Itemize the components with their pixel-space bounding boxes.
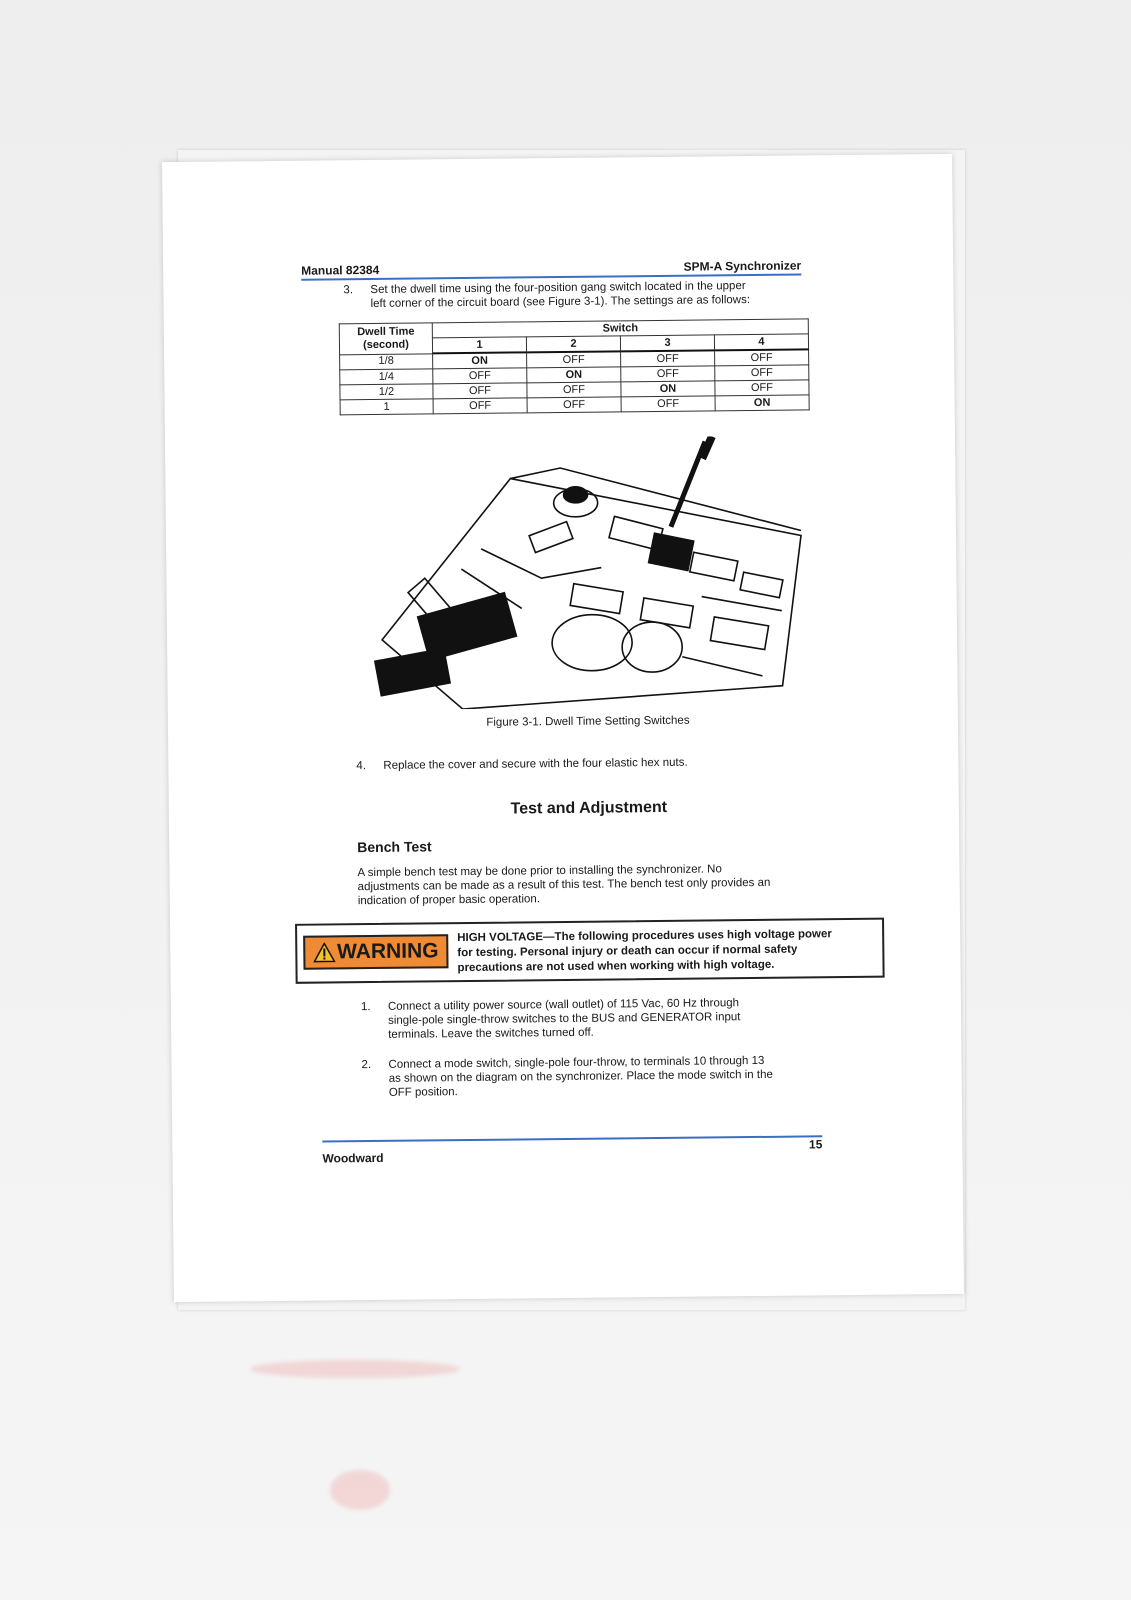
step-4 [356,754,816,773]
dwell-cell: 1/2 [340,384,433,400]
step-line: as shown on the diagram on the synchronizer. Place the mode switch in the [388,1068,773,1085]
switch-number: 2 [526,336,620,352]
switch-cell: OFF [433,398,527,414]
warning-line: HIGH VOLTAGE—The following procedures uses high voltage power [457,928,832,945]
section-title: Test and Adjustment [510,798,668,818]
step-text [388,1054,773,1100]
manual-number: Manual 82384 [301,262,380,278]
red-smudge [250,1360,460,1378]
switch-header: Switch [432,319,808,338]
switch-cell: ON [527,367,621,383]
step-text [388,996,741,1042]
warning-triangle-icon [313,942,335,962]
switch-number: 4 [714,334,808,350]
subsection-title: Bench Test [357,838,432,856]
circuit-board-illustration [360,435,813,710]
warning-text [457,927,875,976]
dwell-cell: 1/8 [340,353,433,369]
warning-box [295,918,885,984]
step-number: 3. [343,284,354,297]
step-number: 1. [360,1001,371,1014]
step-number: 4. [356,760,367,773]
page-header [301,255,801,280]
step-line: left corner of the circuit board (see Figure 3-1). The settings are as follows: [370,294,751,310]
switch-cell: OFF [527,382,621,398]
manual-page [162,154,964,1302]
step-line: terminals. Leave the switches turned off. [388,1026,594,1041]
step-text [370,279,750,311]
page-footer [322,1135,823,1166]
warning-label-text: WARNING [336,939,439,964]
dwell-cell: 1 [340,399,433,415]
step-line: single-pole single-throw switches to the BUS and GENERATOR input [387,1011,741,1027]
dwell-header-line: (second) [362,338,409,351]
switch-cell: ON [433,352,527,368]
dwell-header [339,323,432,354]
step-line: Connect a mode switch, single-pole four-throw, to terminals 10 through 13 [388,1054,765,1071]
switch-cell: OFF [433,383,527,399]
para-line: A simple bench test may be done prior to installing the synchronizer. No [357,863,722,880]
switch-cell: OFF [715,365,809,381]
bench-step-2 [361,1053,821,1099]
dwell-header-line: Dwell Time [357,325,415,338]
switch-cell: OFF [621,366,715,382]
dwell-time-table [339,318,810,415]
figure-caption: Figure 3-1. Dwell Time Setting Switches [486,714,690,729]
warning-line: precautions are not used when working with high voltage. [457,958,775,975]
step-line: OFF position. [388,1086,458,1099]
para-line: indication of proper basic operation. [357,893,541,908]
switch-cell: OFF [621,350,715,366]
switch-cell: OFF [433,368,527,384]
switch-number: 3 [620,335,714,351]
step-line: Connect a utility power source (wall outlet) of 115 Vac, 60 Hz through [387,997,740,1013]
step-line: Set the dwell time using the four-position gang switch located in the upper [370,280,746,296]
switch-cell: OFF [715,349,809,365]
company-name: Woodward [322,1150,384,1166]
switch-cell: ON [621,381,715,397]
switch-cell: OFF [715,380,809,396]
red-smudge [330,1470,390,1510]
switch-cell: OFF [527,397,621,413]
switch-cell: OFF [621,396,715,412]
product-name: SPM-A Synchronizer [683,258,802,274]
warning-label [303,934,448,970]
switch-cell: ON [715,395,809,411]
bench-test-paragraph [357,861,817,908]
switch-cell: OFF [527,351,621,367]
warning-line: for testing. Personal injury or death can occur if normal safety [457,943,798,960]
dwell-cell: 1/4 [340,369,433,385]
step-text: Replace the cover and secure with the four elastic hex nuts. [383,756,688,772]
switch-number: 1 [432,337,526,353]
page-number: 15 [808,1137,823,1152]
step-number: 2. [361,1059,372,1072]
para-line: adjustments can be made as a result of this test. The bench test only provides an [357,876,771,894]
bench-step-1 [360,995,821,1041]
